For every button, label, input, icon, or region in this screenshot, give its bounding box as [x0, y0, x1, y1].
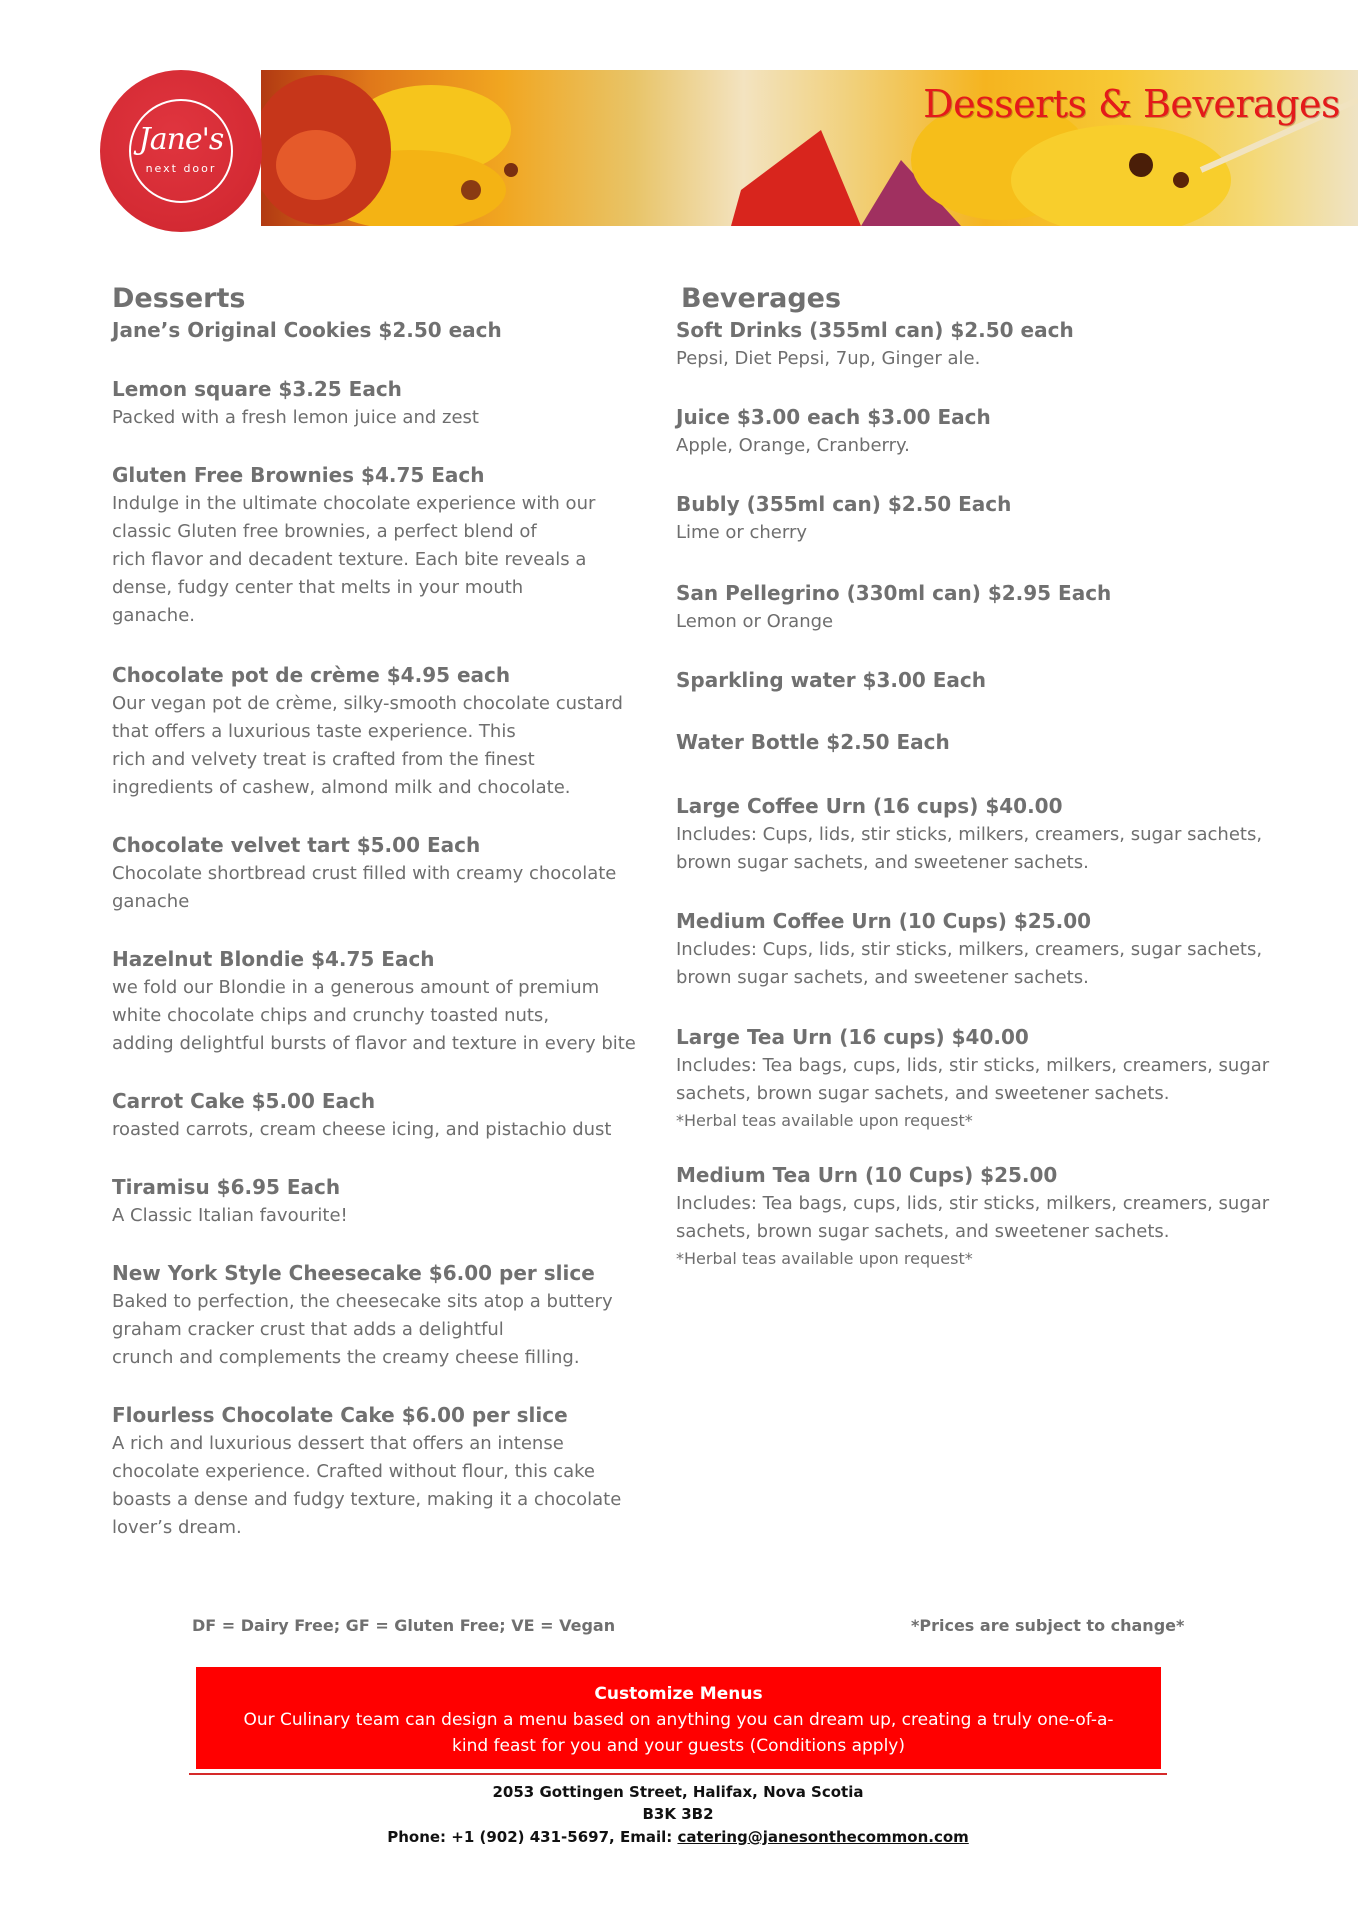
- item-note: *Herbal teas available upon request*: [676, 1249, 973, 1268]
- item-desc: crunch and complements the creamy cheese filling.: [112, 1347, 580, 1368]
- price-disclaimer: *Prices are subject to change*: [911, 1616, 1185, 1635]
- item-desc: A rich and luxurious dessert that offers an intense: [112, 1433, 564, 1454]
- item-title: Sparkling water $3.00 Each: [676, 668, 987, 692]
- item-desc: white chocolate chips and crunchy toasted nuts,: [112, 1005, 550, 1026]
- beverages-column: [676, 282, 1316, 1271]
- cta-title: Customize Menus: [594, 1684, 763, 1704]
- header-banner: [261, 70, 1358, 226]
- item-desc: Our vegan pot de crème, silky-smooth chocolate custard: [112, 693, 623, 714]
- item-desc: chocolate experience. Crafted without flour, this cake: [112, 1461, 595, 1482]
- item-desc: brown sugar sachets, and sweetener sachets.: [676, 967, 1089, 988]
- item-title: Lemon square $3.25 Each: [112, 377, 402, 401]
- item-title: Bubly (355ml can) $2.50 Each: [676, 492, 1012, 516]
- item-desc: rich and velvety treat is crafted from the finest: [112, 749, 535, 770]
- footer-contact: [189, 1826, 1167, 1848]
- logo-tagline: next door: [145, 162, 217, 175]
- item-title: Chocolate velvet tart $5.00 Each: [112, 833, 481, 857]
- item-desc: Includes: Cups, lids, stir sticks, milkers, creamers, sugar sachets,: [676, 939, 1263, 960]
- menu-item: [676, 490, 1316, 547]
- item-title: Water Bottle $2.50 Each: [676, 730, 950, 754]
- menu-item: [112, 1087, 672, 1144]
- logo-name: Jane's: [138, 122, 224, 157]
- item-desc: Chocolate shortbread crust filled with creamy chocolate: [112, 863, 617, 884]
- item-desc: Lemon or Orange: [676, 611, 834, 632]
- menu-item: [676, 1023, 1316, 1133]
- item-note: *Herbal teas available upon request*: [676, 1111, 973, 1130]
- desserts-column: [112, 282, 672, 1542]
- customize-menus-banner: [196, 1667, 1161, 1769]
- menu-item: [112, 375, 672, 432]
- item-title: Juice $3.00 each $3.00 Each: [676, 405, 991, 429]
- item-desc: boasts a dense and fudgy texture, making it a chocolate: [112, 1489, 622, 1510]
- item-desc: roasted carrots, cream cheese icing, and pistachio dust: [112, 1119, 612, 1140]
- banner-title: Desserts & Beverages: [923, 82, 1340, 126]
- item-desc: ganache.: [112, 605, 195, 626]
- item-desc: rich flavor and decadent texture. Each bite reveals a: [112, 549, 587, 570]
- item-desc: ingredients of cashew, almond milk and chocolate.: [112, 777, 571, 798]
- item-desc: that offers a luxurious taste experience. This: [112, 721, 516, 742]
- item-desc: A Classic Italian favourite!: [112, 1205, 348, 1226]
- item-desc: Includes: Cups, lids, stir sticks, milkers, creamers, sugar sachets,: [676, 824, 1263, 845]
- menu-item: [112, 1401, 672, 1542]
- menu-item: [676, 403, 1316, 460]
- menu-item: [676, 666, 1316, 695]
- item-desc: graham cracker crust that adds a delightful: [112, 1319, 504, 1340]
- item-desc: lover’s dream.: [112, 1517, 242, 1538]
- item-title: San Pellegrino (330ml can) $2.95 Each: [676, 581, 1112, 605]
- item-title: Soft Drinks (355ml can) $2.50 each: [676, 318, 1074, 342]
- item-title: Gluten Free Brownies $4.75 Each: [112, 463, 485, 487]
- dietary-legend: DF = Dairy Free; GF = Gluten Free; VE = Vegan: [192, 1616, 616, 1635]
- item-title: Medium Coffee Urn (10 Cups) $25.00: [676, 909, 1092, 933]
- menu-item: [112, 1259, 672, 1372]
- footer-divider: [189, 1773, 1167, 1775]
- item-desc: brown sugar sachets, and sweetener sachets.: [676, 852, 1089, 873]
- item-title: New York Style Cheesecake $6.00 per slice: [112, 1261, 595, 1285]
- menu-item: [676, 728, 1316, 757]
- menu-item: [112, 945, 672, 1058]
- footer-email-link[interactable]: catering@janesonthecommon.com: [677, 1828, 969, 1846]
- menu-item: [676, 1161, 1316, 1271]
- menu-item: [112, 661, 672, 802]
- beverages-heading: Beverages: [681, 283, 842, 314]
- item-title: Hazelnut Blondie $4.75 Each: [112, 947, 435, 971]
- item-desc: Baked to perfection, the cheesecake sits atop a buttery: [112, 1291, 613, 1312]
- item-desc: ganache: [112, 891, 190, 912]
- item-desc: dense, fudgy center that melts in your mouth: [112, 577, 524, 598]
- item-title: Carrot Cake $5.00 Each: [112, 1089, 376, 1113]
- cta-body: Our Culinary team can design a menu based on anything you can dream up, creating a truly one-of-a-kind feast for you and your guests (Conditions apply): [243, 1710, 1114, 1756]
- item-title: Jane’s Original Cookies $2.50 each: [112, 318, 502, 342]
- item-desc: adding delightful bursts of flavor and texture in every bite: [112, 1033, 636, 1054]
- menu-item: [112, 831, 672, 916]
- item-title: Large Tea Urn (16 cups) $40.00: [676, 1025, 1029, 1049]
- item-desc: Includes: Tea bags, cups, lids, stir sticks, milkers, creamers, sugar: [676, 1055, 1270, 1076]
- item-desc: sachets, brown sugar sachets, and sweetener sachets.: [676, 1221, 1170, 1242]
- footer-phone: Phone: +1 (902) 431-5697, Email:: [387, 1828, 678, 1846]
- item-desc: Lime or cherry: [676, 522, 808, 543]
- item-desc: classic Gluten free brownies, a perfect blend of: [112, 521, 537, 542]
- footer-street: 2053 Gottingen Street, Halifax, Nova Scotia: [492, 1783, 864, 1801]
- item-desc: Pepsi, Diet Pepsi, 7up, Ginger ale.: [676, 348, 981, 369]
- item-desc: we fold our Blondie in a generous amount of premium: [112, 977, 600, 998]
- desserts-heading: Desserts: [112, 283, 246, 314]
- item-desc: Apple, Orange, Cranberry.: [676, 435, 910, 456]
- menu-item: [676, 316, 1316, 373]
- menu-item: [112, 461, 672, 630]
- menu-item: [676, 792, 1316, 877]
- footer-postal: B3K 3B2: [642, 1805, 714, 1823]
- item-title: Flourless Chocolate Cake $6.00 per slice: [112, 1403, 568, 1427]
- item-desc: Packed with a fresh lemon juice and zest: [112, 407, 479, 428]
- item-desc: sachets, brown sugar sachets, and sweetener sachets.: [676, 1083, 1170, 1104]
- menu-item: [676, 907, 1316, 992]
- brand-logo: [100, 70, 262, 232]
- item-title: Tiramisu $6.95 Each: [112, 1175, 341, 1199]
- item-desc: Includes: Tea bags, cups, lids, stir sticks, milkers, creamers, sugar: [676, 1193, 1270, 1214]
- menu-item: [112, 1173, 672, 1230]
- item-title: Chocolate pot de crème $4.95 each: [112, 663, 511, 687]
- menu-item: [676, 579, 1316, 636]
- menu-item: [112, 316, 672, 345]
- item-title: Large Coffee Urn (16 cups) $40.00: [676, 794, 1063, 818]
- item-title: Medium Tea Urn (10 Cups) $25.00: [676, 1163, 1058, 1187]
- item-desc: Indulge in the ultimate chocolate experience with our: [112, 493, 596, 514]
